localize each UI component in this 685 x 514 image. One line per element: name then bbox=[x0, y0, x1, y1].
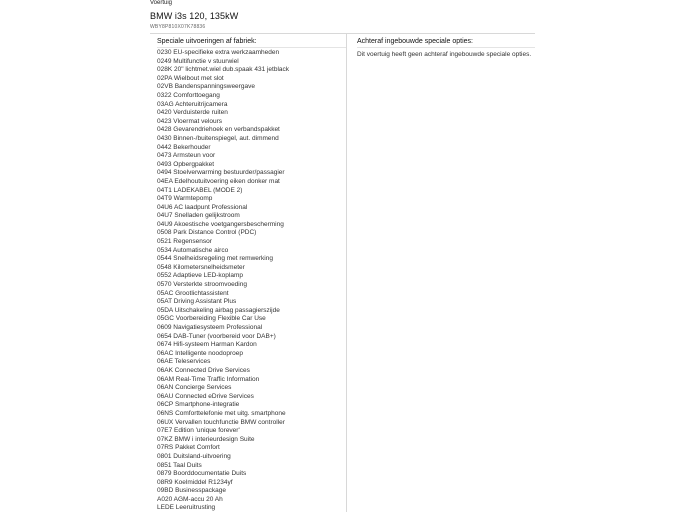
option-list-item: 0442 Bekerhouder bbox=[157, 143, 211, 151]
option-list-item: 06AE Teleservices bbox=[157, 358, 211, 366]
option-list-item: 0322 Comforttoegang bbox=[157, 91, 220, 99]
option-list-item: 02VB Bandenspanningsweergave bbox=[157, 83, 255, 91]
option-list-item: 08R9 Koelmiddel R1234yf bbox=[157, 478, 233, 486]
option-list-item: 06AK Connected Drive Services bbox=[157, 366, 250, 374]
option-list-item: 0230 EU-specifieke extra werkzaamheden bbox=[157, 49, 280, 56]
option-list-item: 0473 Armsteun voor bbox=[157, 152, 216, 160]
option-list-item: 0249 Multifunctie v stuurwiel bbox=[157, 57, 239, 65]
option-list-item: 04U6 AC laadpunt Professional bbox=[157, 203, 248, 211]
option-list-item: 0552 Adaptieve LED-koplamp bbox=[157, 272, 244, 280]
factory-options-list bbox=[157, 49, 346, 513]
option-list-item: 04T9 Warmtepomp bbox=[157, 195, 213, 203]
option-list-item: 028K 20" lichtmet.wiel dub.spaak 431 jetblack bbox=[157, 66, 290, 74]
factory-options-column bbox=[150, 34, 346, 513]
retrofit-options-heading: Achteraf ingebouwde speciale opties: bbox=[357, 38, 473, 45]
retrofit-options-text: Dit voertuig heeft geen achteraf ingebouwde speciale opties. bbox=[357, 51, 532, 58]
option-list-item: 05GC Voorbereiding Flexible Car Use bbox=[157, 315, 266, 323]
option-list-item: 04EA Edelhoutuitvoering eiken donker mat bbox=[157, 177, 280, 185]
option-list-item: 04U9 Akoestische voetgangersbescherming bbox=[157, 220, 284, 228]
option-list-item: 05AC Grootlichtassistent bbox=[157, 289, 229, 297]
option-list-item: 04T1 LADEKABEL (MODE 2) bbox=[157, 186, 243, 194]
option-list-item: 09BD Businesspackage bbox=[157, 487, 227, 495]
option-list-item: 04U7 Snelladen gelijkstroom bbox=[157, 212, 240, 220]
option-list-item: 05AT Driving Assistant Plus bbox=[157, 298, 237, 306]
option-list-item: 0801 Duitsland-uitvoering bbox=[157, 452, 231, 460]
section-label: Voertuig bbox=[150, 0, 173, 6]
option-list-item: 06NS Comforttelefonie met uitg. smartphone bbox=[157, 409, 286, 417]
retrofit-options-column bbox=[347, 34, 535, 513]
option-list-item: 0674 Hifi-systeem Harman Kardon bbox=[157, 341, 257, 349]
option-list-item: 06AN Concierge Services bbox=[157, 384, 232, 392]
vehicle-options-page bbox=[150, 0, 535, 513]
option-list-item: 05DA Uitschakeling airbag passagierszijde bbox=[157, 306, 280, 314]
options-columns bbox=[150, 34, 535, 513]
option-list-item: 06UX Vervallen touchfunctie BMW controller bbox=[157, 418, 285, 426]
option-list-item: 02PA Wielbout met slot bbox=[157, 74, 224, 82]
option-list-item: 0534 Automatische airco bbox=[157, 246, 229, 254]
option-list-item: 0420 Verduisterde ruiten bbox=[157, 109, 228, 117]
option-list-item: 0654 DAB-Tuner (voorbereid voor DAB+) bbox=[157, 332, 276, 340]
car-title: BMW i3s 120, 135kW bbox=[150, 11, 239, 21]
option-list-item: 0428 Gevarendriehoek en verbandspakket bbox=[157, 126, 280, 134]
option-list-item: 06AU Connected eDrive Services bbox=[157, 392, 254, 400]
factory-options-heading: Speciale uitvoeringen af fabriek: bbox=[157, 38, 257, 45]
option-list-item: 0494 Stoelverwarming bestuurder/passagier bbox=[157, 169, 285, 177]
option-list-item: 0508 Park Distance Control (PDC) bbox=[157, 229, 257, 237]
option-list-item: 0570 Versterkte stroomvoeding bbox=[157, 281, 247, 289]
option-list-item: 0493 Opbergpakket bbox=[157, 160, 215, 168]
option-list-item: 06AC Intelligente noodoproep bbox=[157, 349, 244, 357]
option-list-item: 0609 Navigatiesysteem Professional bbox=[157, 324, 263, 331]
factory-options-heading-divider bbox=[157, 47, 346, 48]
option-list-item: 07E7 Edition 'unique forever' bbox=[157, 427, 240, 435]
vin-number: WBY8P810X07K78836 bbox=[150, 24, 206, 30]
option-list-item: 0851 Taal Duits bbox=[157, 461, 202, 469]
option-list-item: 0521 Regensensor bbox=[157, 238, 212, 246]
option-list-item: 03AG Achteruitrijcamera bbox=[157, 100, 228, 108]
option-list-item: 0430 Binnen-/buitenspiegel, aut. dimmend bbox=[157, 134, 279, 142]
option-list-item: 07KZ BMW i interieurdesign Suite bbox=[157, 435, 255, 443]
option-list-item: LEDE Leeruitrusting bbox=[157, 504, 216, 512]
option-list-item: 0423 Vloermat velours bbox=[157, 117, 223, 125]
option-list-item: A020 AGM-accu 20 Ah bbox=[157, 495, 223, 503]
retrofit-options-heading-divider bbox=[357, 47, 535, 48]
option-list-item: 06CP Smartphone-integratie bbox=[157, 401, 240, 409]
option-list-item: 07RS Pakket Comfort bbox=[157, 444, 220, 452]
option-list-item: 0544 Snelheidsregeling met remwerking bbox=[157, 255, 273, 263]
option-list-item: 0548 Kilometersnelheidsmeter bbox=[157, 263, 245, 271]
option-list-item: 0879 Boorddocumentatie Duits bbox=[157, 470, 247, 478]
option-list-item: 06AM Real-Time Traffic Information bbox=[157, 375, 260, 383]
